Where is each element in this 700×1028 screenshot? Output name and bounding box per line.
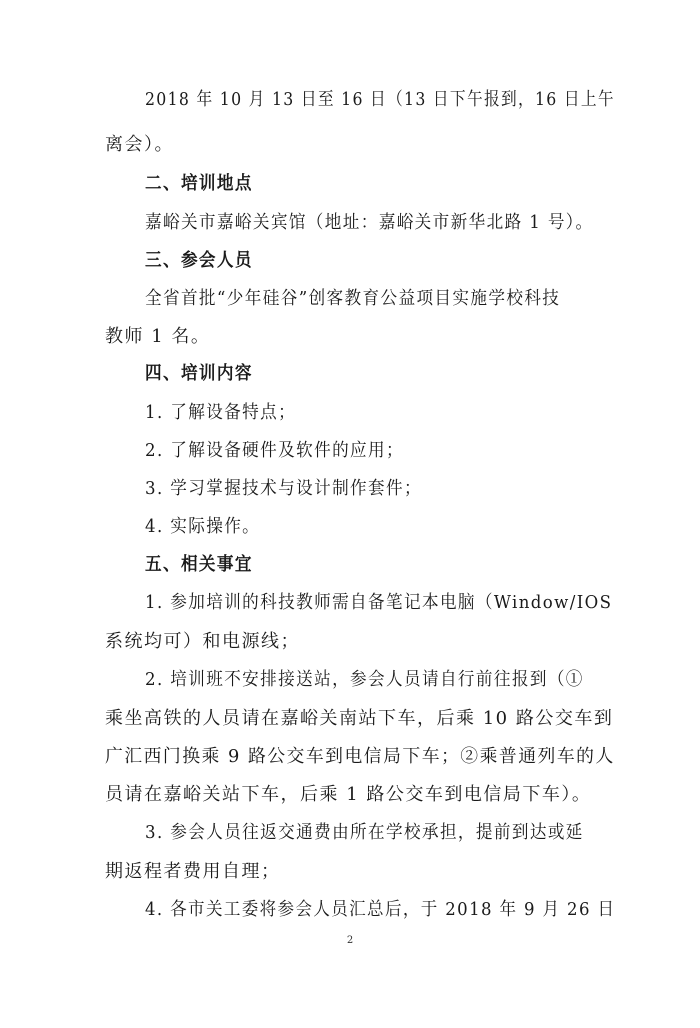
section-heading-location: 二、培训地点 xyxy=(145,173,253,194)
list-item-matters-4-line-1: 4. 各市关工委将参会人员汇总后，于 2018 年 9 月 26 日 xyxy=(145,899,616,920)
list-item-matters-1-line-1: 1. 参加培训的科技教师需自备笔记本电脑（Window/IOS xyxy=(145,592,613,613)
paragraph-dates-line-2: 离会）。 xyxy=(105,134,174,155)
paragraph-location: 嘉峪关市嘉峪关宾馆（地址：嘉峪关市新华北路 1 号）。 xyxy=(145,212,594,233)
section-heading-content: 四、培训内容 xyxy=(145,363,253,384)
list-item-content-2: 2. 了解设备硬件及软件的应用； xyxy=(145,440,404,461)
list-item-matters-2-line-3: 广汇西门换乘 9 路公交车到电信局下车；②乘普通列车的人 xyxy=(105,746,615,767)
section-heading-matters: 五、相关事宜 xyxy=(145,554,253,575)
paragraph-participants-line-1: 全省首批“少年硅谷”创客教育公益项目实施学校科技 xyxy=(145,288,561,309)
list-item-matters-1-line-2: 系统均可）和电源线； xyxy=(105,631,300,652)
list-item-matters-3-line-2: 期返程者费用自理； xyxy=(105,861,281,882)
page-number: 2 xyxy=(346,935,354,946)
list-item-matters-2-line-4: 员请在嘉峪关站下车，后乘 1 路公交车到电信局下车）。 xyxy=(105,784,592,805)
list-item-matters-3-line-1: 3. 参会人员往返交通费由所在学校承担，提前到达或延 xyxy=(145,822,584,843)
list-item-content-4: 4. 实际操作。 xyxy=(145,516,261,537)
list-item-matters-2-line-2: 乘坐高铁的人员请在嘉峪关南站下车，后乘 10 路公交车到 xyxy=(105,708,614,729)
paragraph-participants-line-2: 教师 1 名。 xyxy=(105,326,211,347)
list-item-content-1: 1. 了解设备特点； xyxy=(145,402,297,423)
section-heading-participants: 三、参会人员 xyxy=(145,250,253,271)
list-item-matters-2-line-1: 2. 培训班不安排接送站，参会人员请自行前往报到（① xyxy=(145,669,584,690)
paragraph-dates-line-1: 2018 年 10 月 13 日至 16 日（13 日下午报到，16 日上午 xyxy=(145,89,615,110)
list-item-content-3: 3. 学习掌握技术与设计制作套件； xyxy=(145,478,422,499)
